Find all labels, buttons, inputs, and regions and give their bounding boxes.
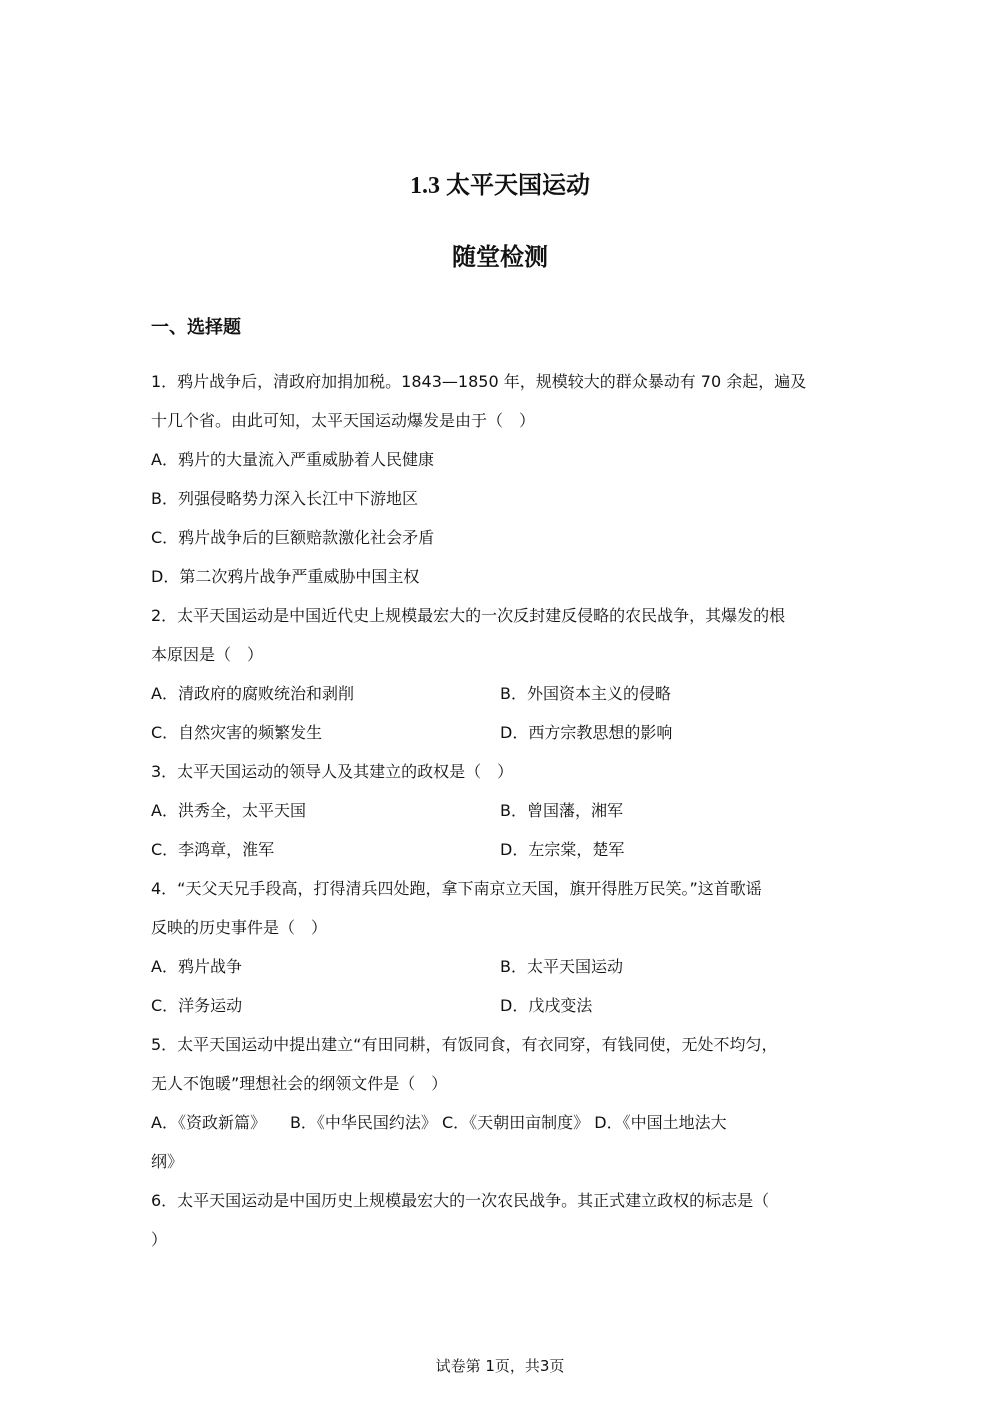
question-4-option-b: B．太平天国运动 bbox=[500, 957, 623, 976]
question-4-stem-line-1: 4．“天父天兄手段高，打得清兵四处跑，拿下南京立天国，旗开得胜万民笑。”这首歌谣 bbox=[151, 879, 762, 898]
question-3-option-a: A．洪秀全，太平天国 bbox=[151, 801, 306, 820]
question-6-stem-line-1: 6．太平天国运动是中国历史上规模最宏大的一次农民战争。其正式建立政权的标志是（ bbox=[151, 1191, 770, 1210]
question-3-stem-line-1: 3．太平天国运动的领导人及其建立的政权是（ ） bbox=[151, 762, 514, 781]
question-4-option-d: D．戊戌变法 bbox=[500, 996, 593, 1015]
document-title: 1.3 太平天国运动 bbox=[410, 173, 590, 199]
question-2-option-d: D．西方宗教思想的影响 bbox=[500, 723, 673, 742]
document-subtitle: 随堂检测 bbox=[452, 245, 548, 271]
question-2-option-b: B．外国资本主义的侵略 bbox=[500, 684, 671, 703]
question-5-stem-line-1: 5．太平天国运动中提出建立“有田同耕，有饭同食，有衣同穿，有钱同使，无处不均匀， bbox=[151, 1035, 778, 1054]
question-4-option-c: C．洋务运动 bbox=[151, 996, 243, 1015]
question-5-options-line-2: 纲》 bbox=[151, 1152, 184, 1171]
question-3-option-b: B．曾国藩，湘军 bbox=[500, 801, 623, 820]
question-3-option-d: D．左宗棠，楚军 bbox=[500, 840, 625, 859]
question-1-option-b: B．列强侵略势力深入长江中下游地区 bbox=[151, 489, 418, 508]
question-4-stem-line-2: 反映的历史事件是（ ） bbox=[151, 918, 328, 937]
question-1-option-d: D．第二次鸦片战争严重威胁中国主权 bbox=[151, 567, 420, 586]
question-1-stem-line-1: 1．鸦片战争后，清政府加捐加税。1843—1850 年，规模较大的群众暴动有 70 余起，遍及 bbox=[151, 372, 807, 391]
question-2-option-c: C．自然灾害的频繁发生 bbox=[151, 723, 323, 742]
section-heading: 一、选择题 bbox=[151, 317, 241, 338]
question-4-option-a: A．鸦片战争 bbox=[151, 957, 242, 976]
question-1-option-a: A．鸦片的大量流入严重威胁着人民健康 bbox=[151, 450, 434, 469]
question-3-option-c: C．李鸿章，淮军 bbox=[151, 840, 275, 859]
page-footer: 试卷第 1页，共3页 bbox=[435, 1357, 565, 1375]
question-2-stem-line-2: 本原因是（ ） bbox=[151, 645, 264, 664]
question-5-options-line-1: A．《资政新篇》 B．《中华民国约法》 C．《天朝田亩制度》 D．《中国土地法大 bbox=[151, 1113, 727, 1132]
question-2-option-a: A．清政府的腐败统治和剥削 bbox=[151, 684, 354, 703]
question-1-stem-line-2: 十几个省。由此可知，太平天国运动爆发是由于（ ） bbox=[151, 411, 536, 430]
question-1-option-c: C．鸦片战争后的巨额赔款激化社会矛盾 bbox=[151, 528, 435, 547]
question-2-stem-line-1: 2．太平天国运动是中国近代史上规模最宏大的一次反封建反侵略的农民战争，其爆发的根 bbox=[151, 606, 786, 625]
question-6-stem-line-2: ） bbox=[151, 1230, 168, 1249]
question-5-stem-line-2: 无人不饱暖”理想社会的纲领文件是（ ） bbox=[151, 1074, 448, 1093]
